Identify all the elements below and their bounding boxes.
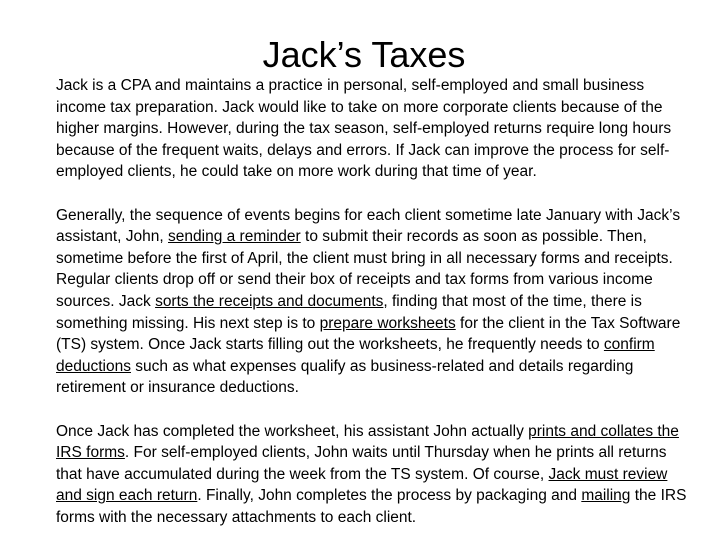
paragraph-completion	[56, 421, 696, 529]
sequence-text-4: for the client in the Tax Software (TS) system. Once Jack starts filling out the worksheets, he frequently needs to	[56, 314, 681, 354]
completion-text-3: . Finally, John completes the process by packaging and	[197, 487, 582, 505]
step-sorts-receipts: sorts the receipts and documents	[155, 292, 384, 310]
sequence-text-1: Generally, the sequence of events begins for each client sometime late January with Jack’s assistant, John,	[56, 206, 681, 246]
completion-text-2: . For self-employed clients, John waits until Thursday when he prints all returns that have accumulated during the week from the TS system. Of course,	[56, 444, 667, 483]
completion-text-1: Once Jack has completed the worksheet, his assistant John actually	[56, 422, 529, 440]
step-review-sign: Jack must review and sign each return	[56, 465, 668, 505]
step-mailing: mailing	[581, 487, 631, 505]
body-text	[56, 75, 696, 528]
paragraph-sequence	[56, 205, 696, 399]
intro-text: Jack is a CPA and maintains a practice in personal, self-employed and small business income tax preparation. Jack would like to take on more corporate clients because of the higher margins. However, during the tax season, self-employed returns require long hours because of the frequent waits, delays and errors. If Jack can improve the process for self-employed clients, he could take on more work during that time of year.	[56, 77, 672, 181]
step-confirm-deductions: confirm deductions	[56, 336, 655, 375]
sequence-text-5: such as what expenses qualify as business-related and details regarding retirement or insurance deductions.	[56, 357, 634, 397]
step-prints-collates: prints and collates the IRS forms	[56, 422, 679, 462]
sequence-text-3: , finding that most of the time, there is something missing. His next step is to	[56, 292, 642, 332]
step-sending-reminder: sending a reminder	[168, 228, 301, 246]
page-title: Jack’s Taxes	[262, 34, 466, 75]
sequence-text-2: to submit their records as soon as possible. Then, sometime before the first of April, the client must bring in all necessary forms and receipts. Regular clients drop off or send their box of receipts and tax forms from various income sources. Jack	[56, 228, 673, 310]
paragraph-intro	[56, 75, 696, 183]
step-prepare-worksheets: prepare worksheets	[319, 314, 456, 332]
completion-text-4: the IRS forms with the necessary attachments to each client.	[56, 487, 687, 526]
